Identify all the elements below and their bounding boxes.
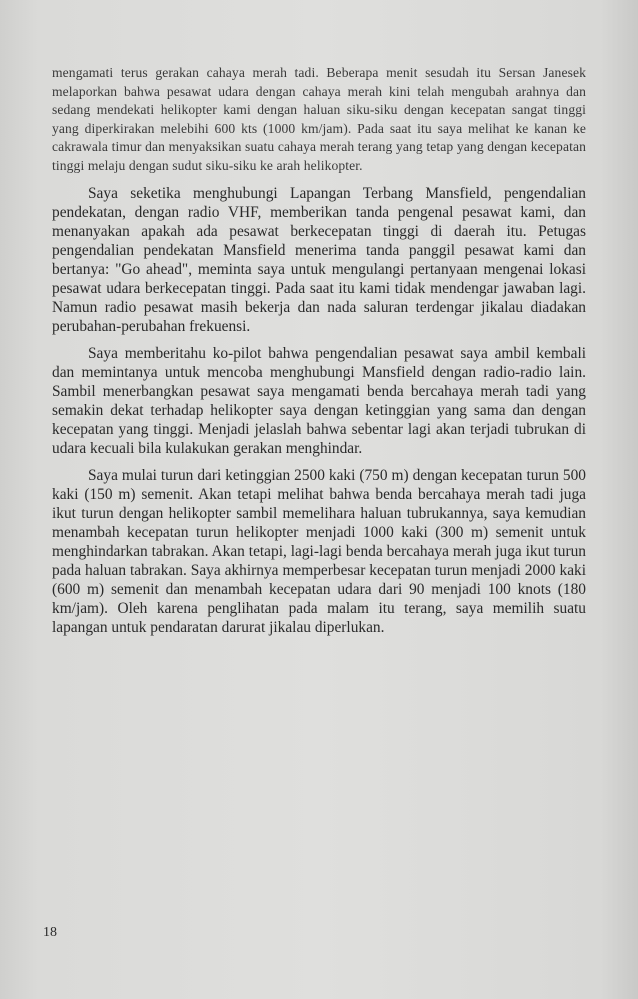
paragraph-3: Saya memberitahu ko-pilot bahwa pengendalian pesawat saya ambil kembali dan memintanya untuk mencoba menghubungi Mansfield dengan radio-radio lain. Sambil menerbangkan pesawat saya mengamati benda bercahaya merah tadi yang semakin dekat terhadap helikopter saya dengan ketinggian yang sama dan dengan kecepatan yang tinggi. Menjadi jelaslah bahwa sebentar lagi akan terjadi tubrukan di udara kecuali bila kulakukan gerakan menghindar. xyxy=(52,344,586,457)
page-number: 18 xyxy=(43,925,57,940)
paragraph-1: mengamati terus gerakan cahaya merah tadi. Beberapa menit sesudah itu Sersan Janesek melaporkan bahwa pesawat udara dengan cahaya merah kini telah mengubah arahnya dan sedang mendekati helikopter kami dengan haluan siku-siku dengan kecepatan sangat tinggi yang diperkirakan melebihi 600 kts (1000 km/jam). Pada saat itu saya melihat ke kanan ke cakrawala timur dan menyaksikan suatu cahaya merah terang yang tetap yang dengan kecepatan tinggi melaju dengan sudut siku-siku ke arah helikopter. xyxy=(52,65,586,173)
body-text xyxy=(52,64,586,637)
paragraph-4: Saya mulai turun dari ketinggian 2500 kaki (750 m) dengan kecepatan turun 500 kaki (150 m) semenit. Akan tetapi melihat bahwa benda bercahaya merah tadi juga ikut turun dengan helikopter sambil memelihara haluan tubrukannya, saya kemudian menambah kecepatan turun helikopter menjadi 1000 kaki (300 m) semenit untuk menghindarkan tabrakan. Akan tetapi, lagi-lagi benda bercahaya merah juga ikut turun pada haluan tabrakan. Saya akhirnya memperbesar kecepatan turun menjadi 2000 kaki (600 m) semenit dan menambah kecepatan udara dari 90 menjadi 100 knots (180 km/jam). Oleh karena penglihatan pada malam itu terang, saya memilih suatu lapangan untuk pendaratan darurat jikalau diperlukan. xyxy=(52,466,586,636)
paragraph-2: Saya seketika menghubungi Lapangan Terbang Mansfield, pengendalian pendekatan, dengan radio VHF, memberikan tanda pengenal pesawat kami, dan menanyakan apakah ada pesawat berkecepatan tinggi di daerah itu. Petugas pengendalian pendekatan Mansfield menerima tanda panggil pesawat kami dan bertanya: "Go ahead", meminta saya untuk mengulangi pertanyaan mengenai lokasi pesawat udara berkecepatan tinggi. Pada saat itu kami tidak mendengar jawaban lagi. Namun radio pesawat masih bekerja dan nada saluran terdengar jikalau diadakan perubahan-perubahan frekuensi. xyxy=(52,184,586,335)
